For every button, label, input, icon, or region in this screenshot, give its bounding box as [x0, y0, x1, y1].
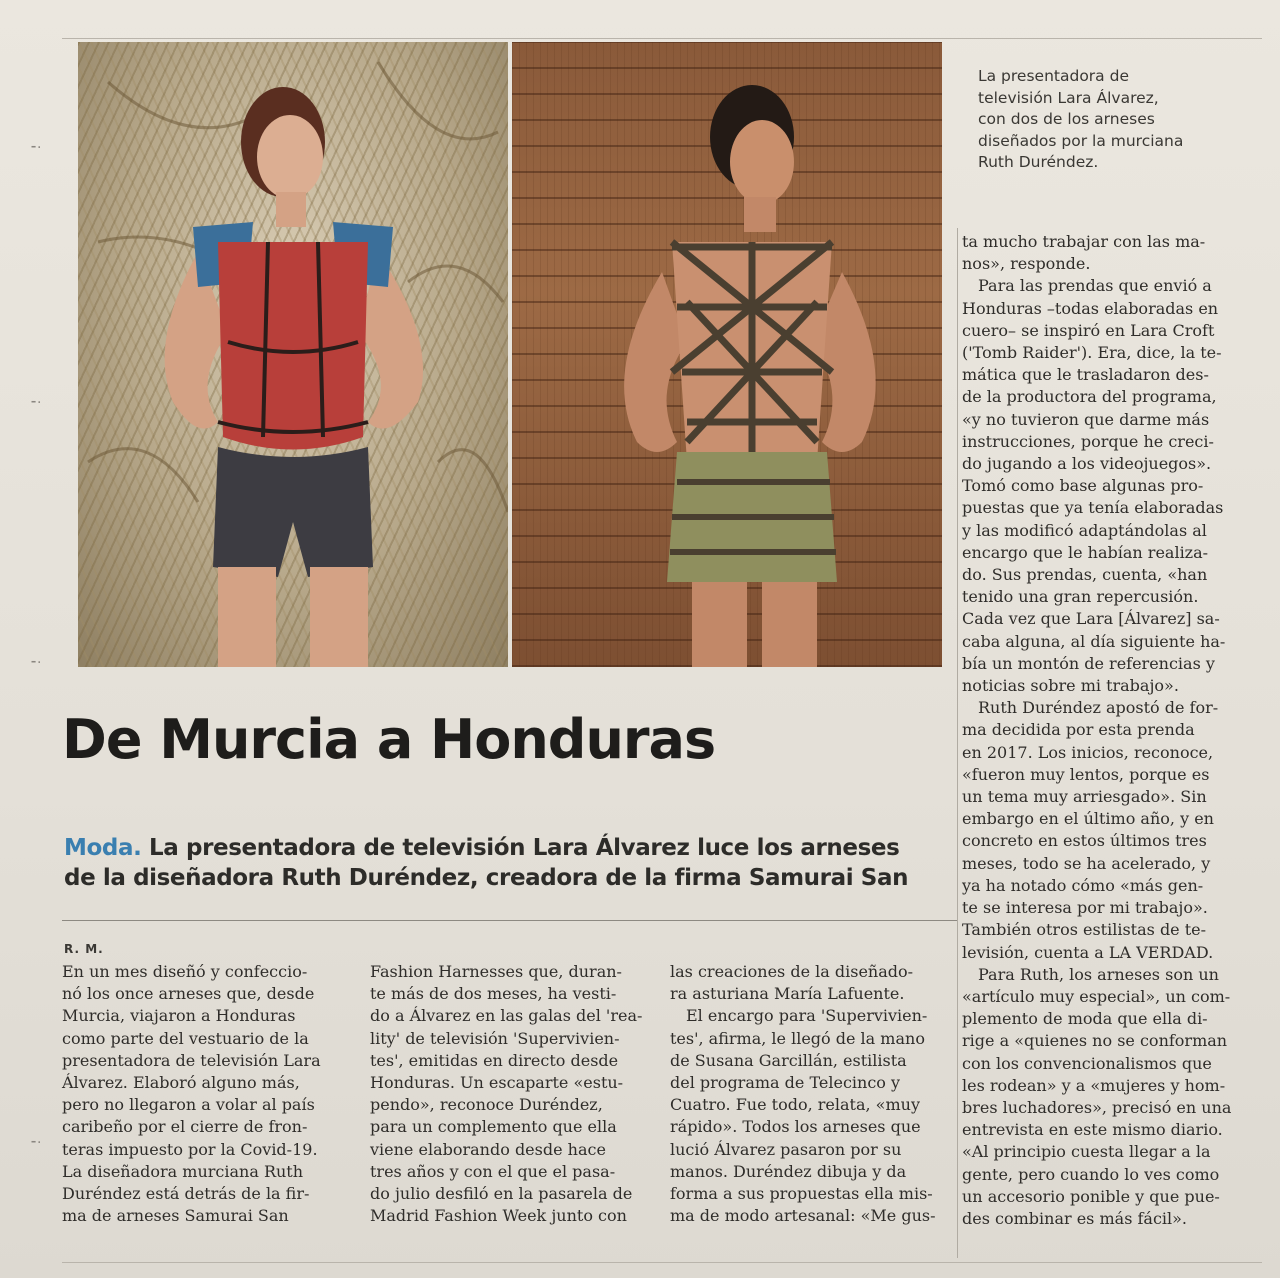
- text-line: La diseñadora murciana Ruth: [62, 1161, 304, 1181]
- text-line: en 2017. Los inicios, reconoce,: [962, 742, 1214, 762]
- deck-line: [64, 833, 954, 863]
- text-line: de Susana Garcillán, estilista: [670, 1050, 907, 1070]
- text-line: pero no llegaron a volar al país: [62, 1095, 315, 1115]
- bottom-rule: [62, 1262, 1262, 1263]
- body-column-1: [62, 961, 344, 1227]
- text-line: La presentadora de: [978, 67, 1129, 85]
- text-line: ra asturiana María Lafuente.: [670, 984, 905, 1004]
- text-line: Cuatro. Fue todo, relata, «muy: [670, 1095, 920, 1115]
- text-line: noticias sobre mi trabajo».: [962, 676, 1179, 696]
- text-line: «y no tuvieron que darme más: [962, 409, 1210, 429]
- deck-rule: [62, 920, 957, 921]
- photo-red-harness-illustration: [78, 42, 508, 667]
- text-line: embargo en el último año, y en: [962, 809, 1214, 829]
- text-line: Ruth Duréndez.: [978, 153, 1099, 171]
- photo-cage-harness-illustration: [512, 42, 942, 667]
- text-line: «fueron muy lentos, porque es: [962, 764, 1210, 784]
- text-line: ma de modo artesanal: «Me gus-: [670, 1206, 936, 1226]
- margin-mark: ⁃⋅: [30, 395, 42, 411]
- text-line: Honduras –todas elaboradas en: [962, 298, 1219, 318]
- deck-line: de la diseñadora Ruth Duréndez, creadora de la firma Samurai San: [64, 865, 909, 891]
- text-line: Para Ruth, los arneses son un: [978, 964, 1219, 984]
- text-line: te más de dos meses, ha vesti-: [370, 984, 617, 1004]
- text-line: Tomó como base algunas pro-: [962, 476, 1204, 496]
- text-line: El encargo para 'Supervivien-: [686, 1006, 928, 1026]
- text-line: Álvarez. Elaboró alguno más,: [62, 1073, 300, 1093]
- text-line: plemento de moda que ella di-: [962, 1009, 1208, 1029]
- text-line: mática que le trasladaron des-: [962, 365, 1209, 385]
- text-line: tes', emitidas en directo desde: [370, 1050, 619, 1070]
- text-line: des combinar es más fácil».: [962, 1208, 1188, 1228]
- text-line: del programa de Telecinco y: [670, 1073, 901, 1093]
- text-line: ta mucho trabajar con las ma-: [962, 232, 1206, 251]
- text-line: un accesorio ponible y que pue-: [962, 1186, 1220, 1206]
- text-line: te se interesa por mi trabajo».: [962, 898, 1208, 918]
- text-line: lució Álvarez pasaron por su: [670, 1139, 902, 1159]
- text-line: concreto en estos últimos tres: [962, 831, 1207, 851]
- text-line: «Al principio cuesta llegar a la: [962, 1142, 1211, 1162]
- article-deck: [64, 833, 954, 893]
- margin-mark: ⁃⋅: [30, 1135, 42, 1151]
- body-column-2: [370, 961, 652, 1227]
- text-line: gente, pero cuando lo ves como: [962, 1164, 1220, 1184]
- article-headline: De Murcia a Honduras: [62, 708, 716, 771]
- text-line: Ruth Duréndez apostó de for-: [978, 698, 1219, 718]
- section-kicker: Moda.: [64, 835, 142, 861]
- text-line: tres años y con el que el pasa-: [370, 1161, 616, 1181]
- text-line: un tema muy arriesgado». Sin: [962, 787, 1207, 807]
- text-line: ('Tomb Raider'). Era, dice, la te-: [962, 343, 1222, 363]
- text-line: de la productora del programa,: [962, 387, 1217, 407]
- text-line: ma de arneses Samurai San: [62, 1206, 289, 1226]
- text-line: bía un montón de referencias y: [962, 653, 1215, 673]
- text-line: «artículo muy especial», un com-: [962, 986, 1231, 1006]
- text-line: tes', afirma, le llegó de la mano: [670, 1028, 925, 1048]
- text-line: rápido». Todos los arneses que: [670, 1117, 921, 1137]
- deck-text: La presentadora de televisión Lara Álvarez luce los arneses: [141, 835, 900, 861]
- text-line: nó los once arneses que, desde: [62, 984, 315, 1004]
- text-line: Honduras. Un escaparte «estu-: [370, 1073, 624, 1093]
- text-line: ya ha notado cómo «más gen-: [962, 875, 1204, 895]
- text-line: con los convencionalismos que: [962, 1053, 1212, 1073]
- text-line: Duréndez está detrás de la fir-: [62, 1184, 310, 1204]
- text-line: entrevista en este mismo diario.: [962, 1120, 1223, 1140]
- text-line: Madrid Fashion Week junto con: [370, 1206, 627, 1226]
- text-line: caribeño por el cierre de fron-: [62, 1117, 308, 1137]
- photo-caption: [978, 66, 1248, 174]
- margin-mark: ⁃⋅: [30, 140, 42, 156]
- text-line: teras impuesto por la Covid-19.: [62, 1139, 318, 1159]
- text-line: cuero– se inspiró en Lara Croft: [962, 320, 1215, 340]
- margin-mark: ⁃⋅: [30, 655, 42, 671]
- text-line: y las modificó adaptándolas al: [962, 520, 1207, 540]
- column-divider: [957, 228, 958, 1258]
- text-line: nos», responde.: [962, 254, 1091, 274]
- text-line: puestas que ya tenía elaboradas: [962, 498, 1224, 518]
- text-line: ma decidida por esta prenda: [962, 720, 1195, 740]
- text-line: pendo», reconoce Duréndez,: [370, 1095, 603, 1115]
- text-line: les rodean» y a «mujeres y hom-: [962, 1075, 1226, 1095]
- text-line: lity' de televisión 'Supervivien-: [370, 1028, 620, 1048]
- text-line: levisión, cuenta a LA VERDAD.: [962, 942, 1214, 962]
- text-line: También otros estilistas de te-: [962, 920, 1207, 940]
- photo-cage-harness: [512, 42, 942, 667]
- byline: R. M.: [64, 942, 104, 956]
- text-line: do jugando a los videojuegos».: [962, 454, 1212, 474]
- text-line: En un mes diseñó y confeccio-: [62, 962, 308, 981]
- text-line: Murcia, viajaron a Honduras: [62, 1006, 296, 1026]
- text-line: diseñados por la murciana: [978, 131, 1184, 150]
- text-line: viene elaborando desde hace: [370, 1139, 606, 1159]
- body-column-4: [962, 231, 1250, 1230]
- text-line: rige a «quienes no se conforman: [962, 1031, 1228, 1051]
- text-line: manos. Duréndez dibuja y da: [670, 1161, 907, 1181]
- text-line: encargo que le habían realiza-: [962, 542, 1209, 562]
- text-line: televisión Lara Álvarez,: [978, 88, 1159, 107]
- text-line: do. Sus prendas, cuenta, «han: [962, 565, 1208, 585]
- text-line: do julio desfiló en la pasarela de: [370, 1184, 633, 1204]
- text-line: para un complemento que ella: [370, 1117, 617, 1137]
- text-line: instrucciones, porque he creci-: [962, 431, 1214, 451]
- text-line: tenido una gran repercusión.: [962, 587, 1199, 607]
- text-line: Para las prendas que envió a: [978, 276, 1212, 296]
- text-line: Fashion Harnesses que, duran-: [370, 962, 622, 981]
- photo-red-harness: [78, 42, 508, 667]
- text-line: do a Álvarez en las galas del 'rea-: [370, 1006, 643, 1026]
- text-line: las creaciones de la diseñado-: [670, 962, 914, 981]
- text-line: bres luchadores», precisó en una: [962, 1097, 1232, 1117]
- text-line: forma a sus propuestas ella mis-: [670, 1184, 933, 1204]
- text-line: presentadora de televisión Lara: [62, 1050, 321, 1070]
- text-line: Cada vez que Lara [Álvarez] sa-: [962, 609, 1220, 629]
- text-line: meses, todo se ha acelerado, y: [962, 853, 1211, 873]
- text-line: como parte del vestuario de la: [62, 1028, 309, 1048]
- body-column-3: [670, 961, 952, 1227]
- text-line: con dos de los arneses: [978, 110, 1155, 128]
- top-rule: [62, 38, 1262, 39]
- text-line: caba alguna, al día siguiente ha-: [962, 631, 1226, 651]
